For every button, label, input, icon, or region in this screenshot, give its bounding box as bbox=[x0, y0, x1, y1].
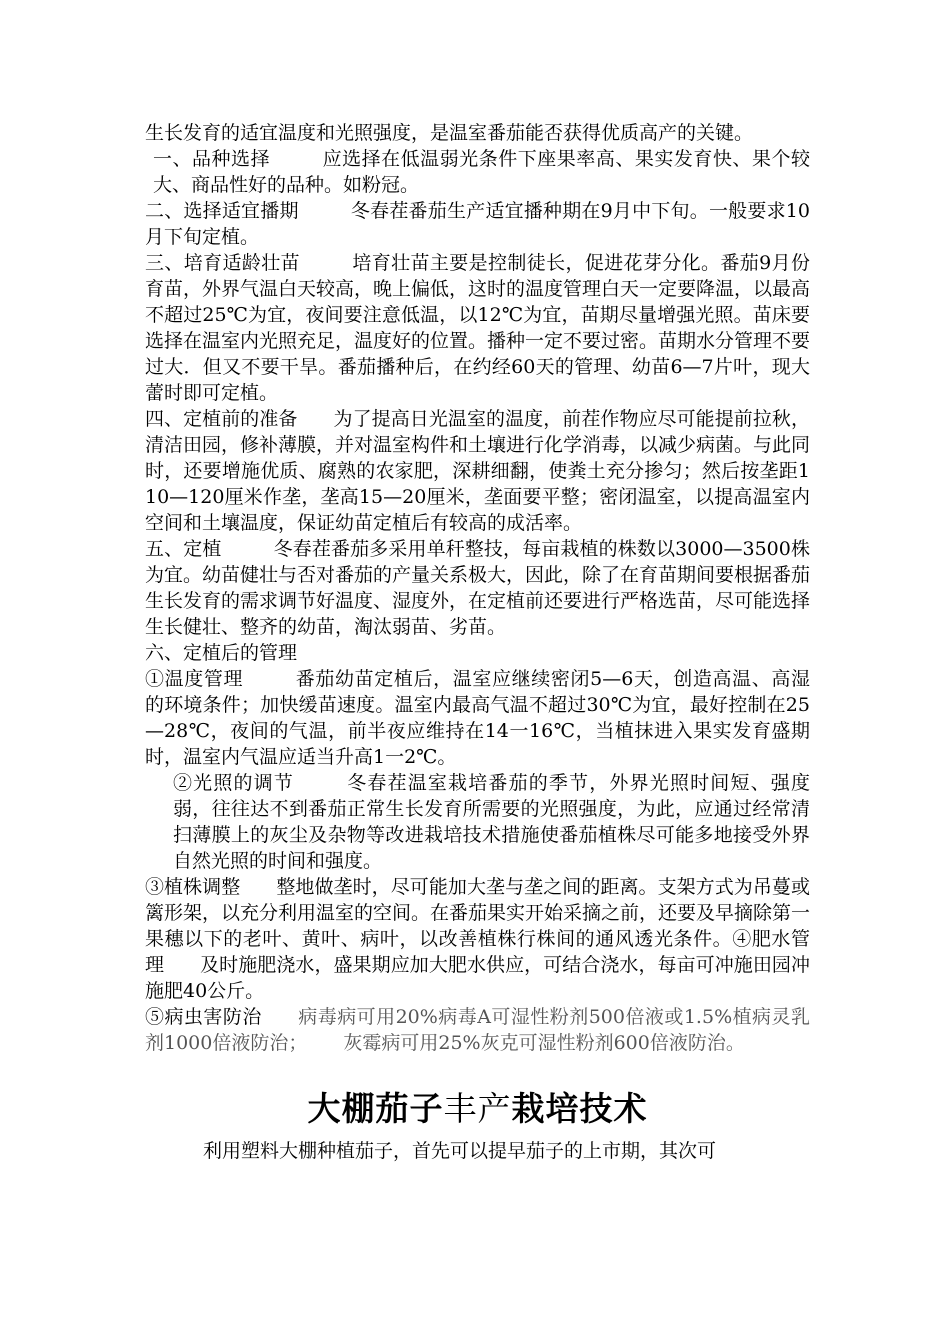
section-body: 为了提高日光温室的温度，前茬作物应尽可能提前拉秋，清洁田园，修补薄膜，并对温室构件和土壤进行化学消毒，以减少病菌。与此同时，还要增施优质、腐熟的农家肥，深耕细翻，使粪土充分掺匀；然后按垄距110—120厘米作垄，垄高15—20厘米，垄面要平整；密闭温室，以提高温室内空间和土壤温度，保证幼苗定植后有较高的成活率。 bbox=[145, 408, 811, 534]
section-heading: 四、定植前的准备 bbox=[145, 408, 298, 430]
section-heading: 二、选择适宜播期 bbox=[145, 200, 299, 222]
subsection-heading: ④肥水管理 bbox=[145, 928, 810, 976]
title-part: 大棚茄子 bbox=[307, 1089, 444, 1128]
subsection-body: 病毒病可用20%病毒A可湿性粉剂500倍液或1.5%植病灵乳剂1000倍液防治； bbox=[145, 1006, 810, 1054]
section-body: 培育壮苗主要是控制徒长，促进花芽分化。番茄9月份育苗，外界气温白天较高，晚上偏低，这时的温度管理白天一定要降温，以最高不超过25℃为宜，夜间要注意低温，以12℃为宜，苗期尽量增强光照。苗床要选择在温室内光照充足，温度好的位置。播种一定不要过密。苗期水分管理不要过大．但又不要干旱。番茄播种后，在约经60天的管理、幼苗6—7片叶，现大蕾时即可定植。 bbox=[145, 252, 811, 404]
title-part: 栽培技术 bbox=[511, 1089, 648, 1128]
section-body: 冬春茬番茄多采用单秆整技，每亩栽植的株数以3000—3500株为宜。幼苗健壮与否对番茄的产量关系极大，因此，除了在育苗期间要根据番茄生长发育的需求调节好温度、湿度外，在定植前还要进行严格选苗，尽可能选择生长健壮、整齐的幼苗，淘汰弱苗、劣苗。 bbox=[145, 538, 811, 638]
section-body: 应选择在低温弱光条件下座果率高、果实发育快、果个较大、商品性好的品种。如粉冠。 bbox=[153, 148, 810, 196]
section-heading: 六、定植后的管理 bbox=[145, 642, 298, 664]
section-sowing-time bbox=[145, 198, 810, 250]
section-pre-planting-preparation bbox=[145, 406, 810, 536]
subsection-body: 冬春茬温室栽培番茄的季节，外界光照时间短、强度弱，往往达不到番茄正常生长发育所需要的光照强度，为此，应通过经常清扫薄膜上的灰尘及杂物等改进栽培技术措施使番茄植株尽可能多地接受外界自然光照的时间和强度。 bbox=[173, 772, 810, 872]
subsection-plant-adjustment bbox=[145, 874, 810, 1004]
section-post-planting-management bbox=[145, 640, 810, 666]
section-heading: 一、品种选择 bbox=[153, 148, 271, 170]
section-seedling-cultivation bbox=[145, 250, 810, 406]
paragraph-intro-continued bbox=[145, 120, 810, 146]
subsection-heading: ⑤病虫害防治 bbox=[145, 1006, 262, 1028]
section-heading: 三、培育适龄壮苗 bbox=[145, 252, 300, 274]
subsection-body: 整地做垄时，尽可能加大垄与垄之间的距离。支架方式为吊蔓或篱形架，以充分利用温室的空间。在番茄果实开始采摘之前，还要及早摘除第一果穗以下的老叶、黄叶、病叶，以改善植株行株间的通风透光条件。 bbox=[145, 876, 811, 950]
section-planting bbox=[145, 536, 810, 640]
subsection-pest-control bbox=[145, 1004, 810, 1056]
subsection-heading: ②光照的调节 bbox=[173, 772, 295, 794]
section-variety-selection bbox=[145, 146, 810, 198]
subsection-heading: ①温度管理 bbox=[145, 668, 244, 690]
subsection-lighting bbox=[145, 770, 810, 874]
document-page bbox=[145, 120, 810, 1164]
section-body: 冬春茬番茄生产适宜播种期在9月中下旬。一般要求10月下旬定植。 bbox=[145, 200, 810, 248]
title-part: 丰产 bbox=[443, 1089, 512, 1128]
paragraph-text: 生长发育的适宜温度和光照强度，是温室番茄能否获得优质高产的关键。 bbox=[145, 122, 754, 144]
subsection-temperature bbox=[145, 666, 810, 770]
subsection-body: 灰霉病可用25%灰克可湿性粉剂600倍液防治。 bbox=[343, 1032, 745, 1054]
subsection-body: 番茄幼苗定植后，温室应继续密闭5—6天，创造高温、高湿的环境条件；加快缓苗速度。温室内最高气温不超过30℃为宜，最好控制在25—28℃，夜间的气温，前半夜应维持在14一16℃，当植抹进入果实发育盛期时，温室内气温应适当升高1一2℃。 bbox=[145, 668, 810, 768]
article-intro: 利用塑料大棚种植茄子，首先可以提早茄子的上市期，其次可 bbox=[203, 1140, 717, 1162]
subsection-heading: ③植株调整 bbox=[145, 876, 241, 898]
article-title bbox=[145, 1084, 810, 1134]
section-heading: 五、定植 bbox=[145, 538, 222, 560]
subsection-body: 及时施肥浇水，盛果期应加大肥水供应，可结合浇水，每亩可冲施田园冲施肥40公斤。 bbox=[145, 954, 810, 1002]
